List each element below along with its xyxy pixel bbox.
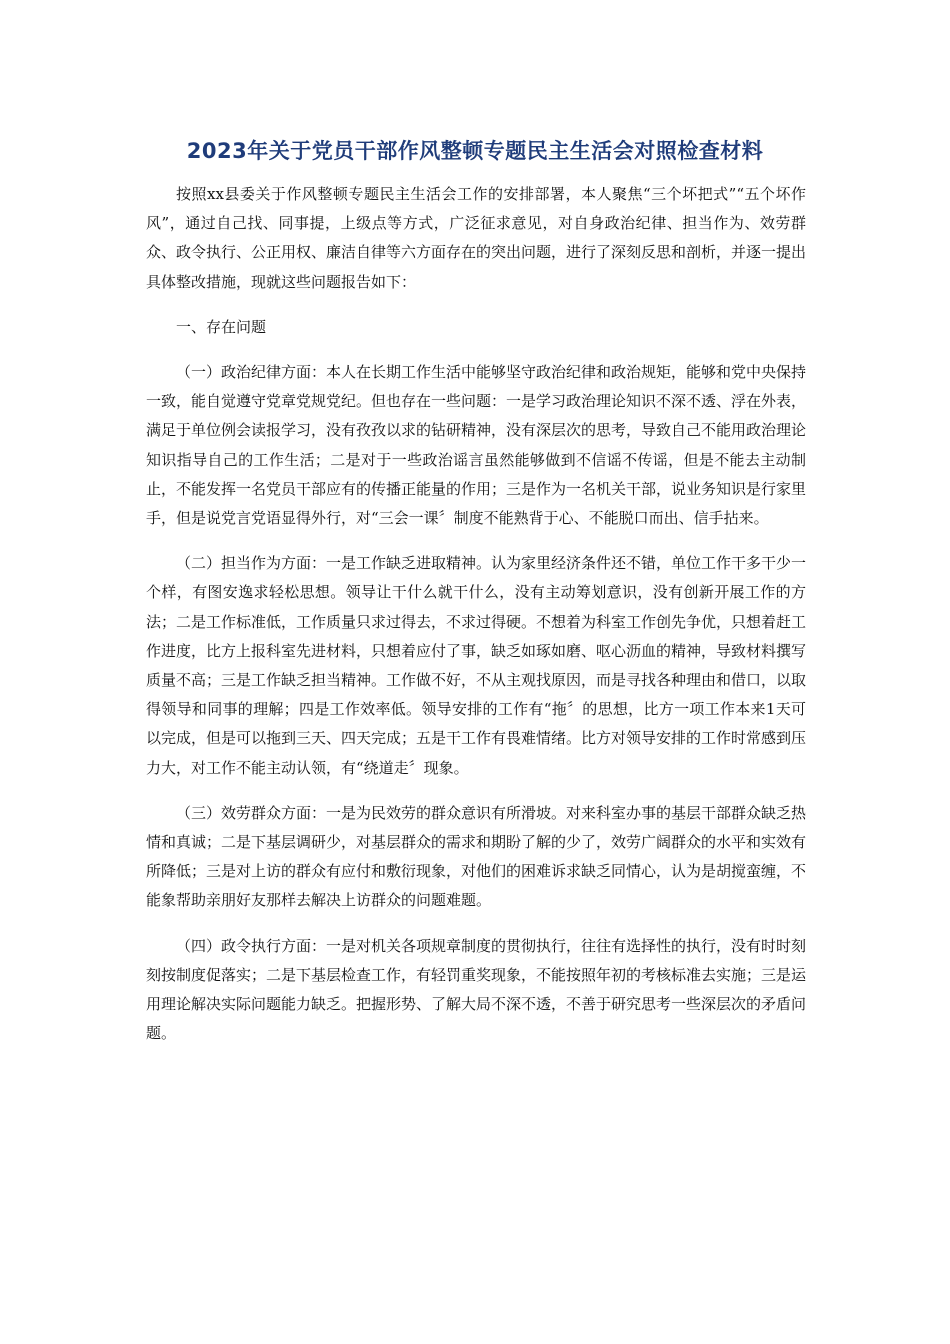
paragraph-responsibility: （二）担当作为方面：一是工作缺乏进取精神。认为家里经济条件还不错，单位工作干多干少一个样，有图安逸求轻松思想。领导让干什么就干什么，没有主动筹划意识，没有创新开展工作的方法；二是工作标准低，工作质量只求过得去，不求过得硬。不想着为科室工作创先争优，只想着赶工作进度，比方上报科室先进材料，只想着应付了事，缺乏如琢如磨、呕心沥血的精神，导致材料撰写质量不高；三是工作缺乏担当精神。工作做不好，不从主观找原因，而是寻找各种理由和借口，以取得领导和同事的理解；四是工作效率低。领导安排的工作有“拖〞的思想，比方一项工作本来1天可以完成，但是可以拖到三天、四天完成；五是干工作有畏难情绪。比方对领导安排的工作时常感到压力大，对工作不能主动认领，有“绕道走〞现象。 bbox=[146, 554, 807, 777]
document-title: 2023年关于党员干部作风整顿专题民主生活会对照检查材料 bbox=[186, 139, 764, 163]
intro-paragraph: 按照xx县委关于作风整顿专题民主生活会工作的安排部署，本人聚焦“三个坏把式”“五个坏作风”，通过自己找、同事提，上级点等方式，广泛征求意见，对自身政治纪律、担当作为、效劳群众、政令执行、公正用权、廉洁自律等六方面存在的突出问题，进行了深刻反思和剖析，并逐一提出具体整改措施，现就这些问题报告如下： bbox=[146, 185, 807, 291]
paragraph-serving-masses: （三）效劳群众方面：一是为民效劳的群众意识有所滑坡。对来科室办事的基层干部群众缺乏热情和真诚；二是下基层调研少，对基层群众的需求和期盼了解的少了，效劳广阔群众的水平和实效有所降低；三是对上访的群众有应付和敷衍现象，对他们的困难诉求缺乏同情心，认为是胡搅蛮缠，不能象帮助亲朋好友那样去解决上访群众的问题难题。 bbox=[146, 803, 807, 910]
paragraph-political-discipline: （一）政治纪律方面：本人在长期工作生活中能够坚守政治纪律和政治规矩，能够和党中央保持一致，能自觉遵守党章党规党纪。但也存在一些问题：一是学习政治理论知识不深不透、浮在外表，满足于单位例会读报学习，没有孜孜以求的钻研精神，没有深层次的思考，导致自己不能用政治理论知识指导自己的工作生活；二是对于一些政治谣言虽然能够做到不信谣不传谣，但是不能去主动制止，不能发挥一名党员干部应有的传播正能量的作用；三是作为一名机关干部，说业务知识是行家里手，但是说党言党语显得外行，对“三会一课〞制度不能熟背于心、不能脱口而出、信手拈来。 bbox=[146, 363, 807, 528]
paragraph-policy-execution: （四）政令执行方面：一是对机关各项规章制度的贯彻执行，往往有选择性的执行，没有时时刻刻按制度促落实；二是下基层检查工作，有轻罚重奖现象，不能按照年初的考核标准去实施；三是运用理论解决实际问题能力缺乏。把握形势、了解大局不深不透，不善于研究思考一些深层次的矛盾问题。 bbox=[146, 936, 807, 1043]
document-body bbox=[146, 180, 806, 1064]
section-heading: 一、存在问题 bbox=[176, 317, 267, 336]
